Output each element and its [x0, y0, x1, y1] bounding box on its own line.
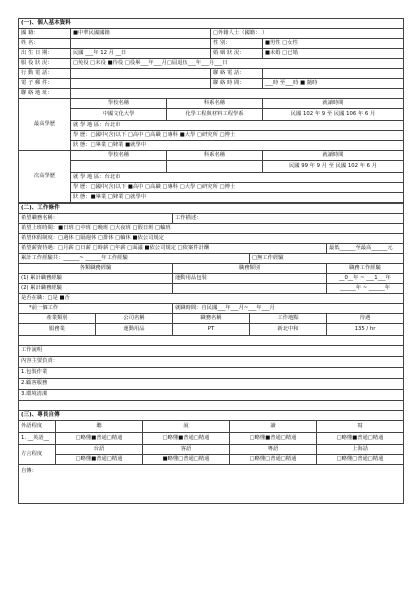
- salary-row: [19, 243, 327, 253]
- second-edu-dept: [167, 161, 263, 173]
- english-speak: □略懂■普通□精通: [143, 433, 230, 445]
- highest-edu-level: 學 歷：□國中(含)以下 □高中 □高職 □專科 ■大學 □研究所 □博士: [71, 131, 404, 141]
- work-title-col: 職務名稱: [173, 313, 250, 323]
- years-2: ______年 ~ ______年: [327, 283, 404, 293]
- english-read: □略懂■普通□精通: [230, 433, 317, 445]
- current-job-row: [19, 293, 404, 303]
- skills-table: [18, 410, 404, 504]
- highest-edu-status: 狀 態：□畢業 □肄業 ■就學中: [71, 141, 404, 151]
- work-content-label: 內容主要負責：: [19, 356, 404, 367]
- edu-col-period-2: 就讀時間: [263, 151, 404, 161]
- work-time-label: 希望上班時間：: [21, 224, 59, 231]
- recent-job-period: 就職時間：自民國___年___月~___年___月: [173, 303, 404, 313]
- experience-label: 累計工作經驗共：: [21, 254, 64, 261]
- work-location-value: 新北中和: [250, 323, 327, 335]
- category-1: (1) 累計職務經驗: [19, 273, 173, 283]
- read-col: 讀: [230, 421, 317, 433]
- second-edu-status: 狀 態：■畢業 □肄業 □就學中: [71, 193, 404, 203]
- years-1: __0__年 ~ ___1___年: [327, 273, 404, 283]
- highest-edu-period: 民國 102 年 9 至 民國 106 年 6 月: [263, 109, 404, 121]
- address-value: [71, 89, 404, 99]
- current-job-value: □是 ■否: [47, 294, 70, 301]
- military-value: □免役 □未役 ■待役 □役畢___年___月□屆退伍___年___月___日: [71, 59, 404, 69]
- name-label: 姓 名：: [19, 39, 71, 49]
- second-edu-level: 學 歷：□國中(含)以下 ■高中 □高職 □專科 □大學 □研究所 □博士: [71, 183, 404, 193]
- mobile-label: 行 動 電 話：: [19, 69, 71, 79]
- blank-row-2: [19, 400, 404, 410]
- task-3: 3.環境清潔: [19, 389, 404, 400]
- task-2: 2.顧客服務: [19, 378, 404, 389]
- type-2: [173, 283, 327, 293]
- foreigner-option: □外籍人士（國籍： ）: [211, 29, 404, 39]
- listen-col: 聽: [56, 421, 143, 433]
- work-pay-value: 135 / hr: [327, 323, 404, 335]
- gender-value: ■男性 □女性: [263, 39, 404, 49]
- work-location-col: 工作地點: [250, 313, 327, 323]
- edu-col-period: 就讀時間: [263, 99, 404, 109]
- english-listen: □略懂■普通□精通: [56, 433, 143, 445]
- recent-job-label: *前一個工作: [19, 303, 173, 313]
- english-label: 1. __英語__: [19, 433, 56, 445]
- second-edu-period: 民國 99 年 9 月 至 民國 102 年 6 月: [263, 161, 404, 173]
- no-experience-option: □無工作經驗: [250, 253, 404, 263]
- autobiography-box: [19, 465, 404, 504]
- highest-edu-dept: 化學工程與材料工程學系: [167, 109, 263, 121]
- military-label: 服 役 狀 況：: [19, 59, 71, 69]
- write-col: 寫: [317, 421, 404, 433]
- dialect-label: 方言程度: [19, 445, 56, 465]
- birth-value: 民國 ___年 12 月 __日: [71, 49, 211, 59]
- phone-label: 聯 絡 電 話：: [211, 69, 263, 79]
- section-skills-title: (三)、專長自傳: [19, 411, 404, 421]
- highest-edu-school: 中國文化大學: [71, 109, 167, 121]
- category-col: 各類職務經驗: [19, 263, 173, 273]
- work-company-col: 公司名稱: [96, 313, 173, 323]
- second-edu-school: [71, 161, 167, 173]
- taiwanese-level: □略懂■普通□精通: [56, 455, 143, 465]
- section-personal-title: (一)、個人基本資料: [19, 19, 404, 29]
- work-industry-col: 產業類別: [19, 313, 96, 323]
- work-company-value: 運動用品: [96, 323, 173, 335]
- work-industry-value: 服務業: [19, 323, 96, 335]
- address-label: 聯 絡 地 址：: [19, 89, 71, 99]
- resume-form: [18, 18, 403, 504]
- edu-col-dept: 科系名稱: [167, 99, 263, 109]
- marital-value: ■未婚 □已婚: [263, 49, 404, 59]
- hakka-level: ■略懂□普通□精通: [143, 455, 230, 465]
- second-edu-area: 就 學 地 區：台北市: [71, 173, 404, 183]
- highest-edu-area: 就 學 地 區：台北市: [71, 121, 404, 131]
- edu-col-school-2: 學校名稱: [71, 151, 167, 161]
- gender-label: 性 別：: [211, 39, 263, 49]
- holiday-label: 希望休假制度：: [21, 234, 59, 241]
- salary-range: 最低______至最高______元: [327, 243, 404, 253]
- highest-edu-label: 最高學歷: [19, 99, 71, 151]
- nationality-label: 國 籍：: [19, 29, 71, 39]
- type-col: 職務類別: [173, 263, 327, 273]
- section-work-title: (二)、工作條件: [19, 203, 404, 213]
- blank-row: [19, 335, 404, 345]
- experience-row: [19, 253, 250, 263]
- email-label: 電 子 郵 件：: [19, 79, 71, 89]
- autobiography-label: 自傳：: [21, 468, 37, 475]
- taiwanese-col: 台語: [56, 445, 143, 455]
- category-2: (2) 累計職務經驗: [19, 283, 173, 293]
- speak-col: 說: [143, 421, 230, 433]
- years-col: 職務工作經驗: [327, 263, 404, 273]
- experience-value: ______~ ______年工作經驗: [63, 254, 128, 261]
- salary-label: 希望薪資待遇：: [21, 244, 59, 251]
- task-1: 1.包裝作業: [19, 367, 404, 378]
- mobile-value: [71, 69, 211, 79]
- english-write: □略懂■普通□精通: [317, 433, 404, 445]
- hakka-col: 客語: [143, 445, 230, 455]
- shanghai-col: 上海話: [317, 445, 404, 455]
- work-title-value: PT: [173, 323, 250, 335]
- name-value: [71, 39, 211, 49]
- cantonese-col: 粵語: [230, 445, 317, 455]
- education-table: [18, 98, 404, 203]
- cantonese-level: □略懂□普通□精通: [230, 455, 317, 465]
- marital-label: 婚 姻 狀 況：: [211, 49, 263, 59]
- work-desc-label: 工作說明: [19, 345, 404, 356]
- birth-label: 出 生 日 期：: [19, 49, 71, 59]
- shanghai-level: □略懂□普通□精通: [317, 455, 404, 465]
- edu-col-dept-2: 科系名稱: [167, 151, 263, 161]
- job-name-label: 希望職務名稱：: [19, 213, 173, 223]
- holiday-row: [19, 233, 404, 243]
- work-pay-col: 待遇: [327, 313, 404, 323]
- nationality-value: ■中華民國國籍: [71, 29, 211, 39]
- work-conditions-table: [18, 203, 404, 411]
- language-label: 外語程度: [19, 421, 56, 433]
- work-time-value: ■日班 □中班 □晚班 □大夜班 □假日班 □輪班: [58, 224, 171, 231]
- contact-time-value: ___時 至___時 ■ 隨時: [263, 79, 404, 89]
- current-job-label: 是否在職：: [21, 294, 48, 301]
- personal-info-table: [18, 18, 404, 99]
- phone-value: [263, 69, 404, 79]
- contact-time-label: 聯 絡 時 間：: [211, 79, 263, 89]
- holiday-value: □週休 □隔週休 □排休 □輪休 ■依公司規定: [58, 234, 165, 241]
- work-time-row: [19, 223, 404, 233]
- type-1: 運動用品包裝: [173, 273, 327, 283]
- email-value: [71, 79, 211, 89]
- salary-value: □月薪 □日薪 □時薪 □年薪 □面議 ■依公司規定 □依案件計酬: [58, 244, 210, 251]
- edu-col-school: 學校名稱: [71, 99, 167, 109]
- job-desc-label: 工作描述：: [173, 213, 404, 223]
- second-edu-label: 次高學歷: [19, 151, 71, 203]
